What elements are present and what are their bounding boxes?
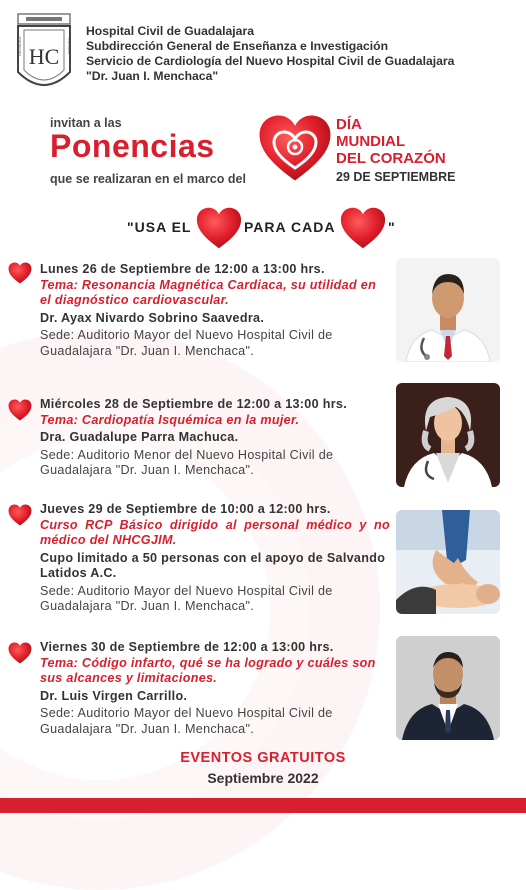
slogan-heart-icon <box>340 206 386 250</box>
event-tema: Tema: Resonancia Magnética Cardiaca, su utilidad en el diagnóstico cardiovascular. <box>40 277 377 307</box>
event-tema: Tema: Cardiopatía Isquémica en la mujer. <box>40 412 300 427</box>
eventos-gratuitos: EVENTOS GRATUITOS <box>180 750 346 766</box>
event-sede: Sede: Auditorio Mayor del Nuevo Hospital Civil de Guadalajara "Dr. Juan I. Menchaca". <box>40 328 333 358</box>
event-sede: Sede: Auditorio Menor del Nuevo Hospital Civil de Guadalajara "Dr. Juan I. Menchaca". <box>40 447 334 477</box>
footer-date: Septiembre 2022 <box>207 770 319 786</box>
promo-banner <box>0 108 526 198</box>
event-speaker: Dra. Guadalupe Parra Machuca. <box>40 430 239 444</box>
event-note: Cupo limitado a 50 personas con el apoyo de Salvando Latidos A.C. <box>40 550 386 580</box>
slogan-heart-icon <box>196 206 242 250</box>
marco-text: que se realizaran en el marco del <box>50 172 246 186</box>
organization-block <box>86 24 454 84</box>
slogan-part-1: "USA EL <box>127 219 192 235</box>
heart-bullet-icon <box>8 504 32 526</box>
seal-monogram: HC <box>28 44 60 69</box>
org-line-hospital: Hospital Civil de Guadalajara <box>86 24 254 38</box>
heart-bullet-icon <box>8 262 32 284</box>
event-tema: Curso RCP Básico dirigido al personal médico y no médico del NHCGJIM. <box>40 517 390 547</box>
dia-line-1: DÍA <box>336 116 362 133</box>
org-line-subdireccion: Subdirección General de Enseñanza e Investigación <box>86 39 389 53</box>
hospital-seal-logo <box>12 12 76 98</box>
speaker-photo <box>396 258 500 362</box>
slogan <box>0 206 526 252</box>
cpr-photo <box>396 510 500 614</box>
event-sede: Sede: Auditorio Mayor del Nuevo Hospital Civil de Guadalajara "Dr. Juan I. Menchaca". <box>40 706 333 736</box>
org-line-menchaca: "Dr. Juan I. Menchaca" <box>86 69 219 83</box>
header <box>10 10 520 100</box>
event-tema: Tema: Código infarto, qué se ha logrado y cuáles son sus alcances y limitaciones. <box>40 655 376 685</box>
footer-bar <box>0 798 526 813</box>
org-line-servicio: Servicio de Cardiología del Nuevo Hospital Civil de Guadalajara <box>86 54 455 68</box>
event-sede: Sede: Auditorio Mayor del Nuevo Hospital Civil de Guadalajara "Dr. Juan I. Menchaca". <box>40 583 333 613</box>
event-text <box>40 640 390 737</box>
speaker-photo <box>396 636 500 740</box>
world-heart-day-logo-icon <box>256 112 334 184</box>
slogan-part-3: " <box>388 219 395 235</box>
dia-line-3: DEL CORAZÓN <box>336 150 446 167</box>
event-date: Miércoles 28 de Septiembre de 12:00 a 13:00 hrs. <box>40 397 348 411</box>
event-date: Viernes 30 de Septiembre de 12:00 a 13:00 hrs. <box>40 640 334 654</box>
heart-bullet-icon <box>8 399 32 421</box>
event-text <box>40 397 390 479</box>
ponencias-title: Ponencias <box>50 128 215 164</box>
seal-left-text: DIGNIDAD <box>17 36 22 56</box>
slogan-part-2: PARA CADA <box>244 219 336 235</box>
invitan-text: invitan a las <box>50 116 122 130</box>
event-date: Jueves 29 de Septiembre de 10:00 a 12:00 hrs. <box>40 502 331 516</box>
speaker-photo <box>396 383 500 487</box>
event-date: Lunes 26 de Septiembre de 12:00 a 13:00 hrs. <box>40 262 325 276</box>
heart-bullet-icon <box>8 642 32 664</box>
dia-line-2: MUNDIAL <box>336 133 406 150</box>
event-text <box>40 262 390 359</box>
seal-right-text: CIENCIA <box>67 38 72 55</box>
event-speaker: Dr. Ayax Nivardo Sobrino Saavedra. <box>40 310 265 325</box>
dia-mundial-title <box>336 116 446 167</box>
event-text <box>40 502 390 615</box>
event-speaker: Dr. Luis Virgen Carrillo. <box>40 688 188 703</box>
dia-mundial-date: 29 DE SEPTIEMBRE <box>336 170 456 184</box>
